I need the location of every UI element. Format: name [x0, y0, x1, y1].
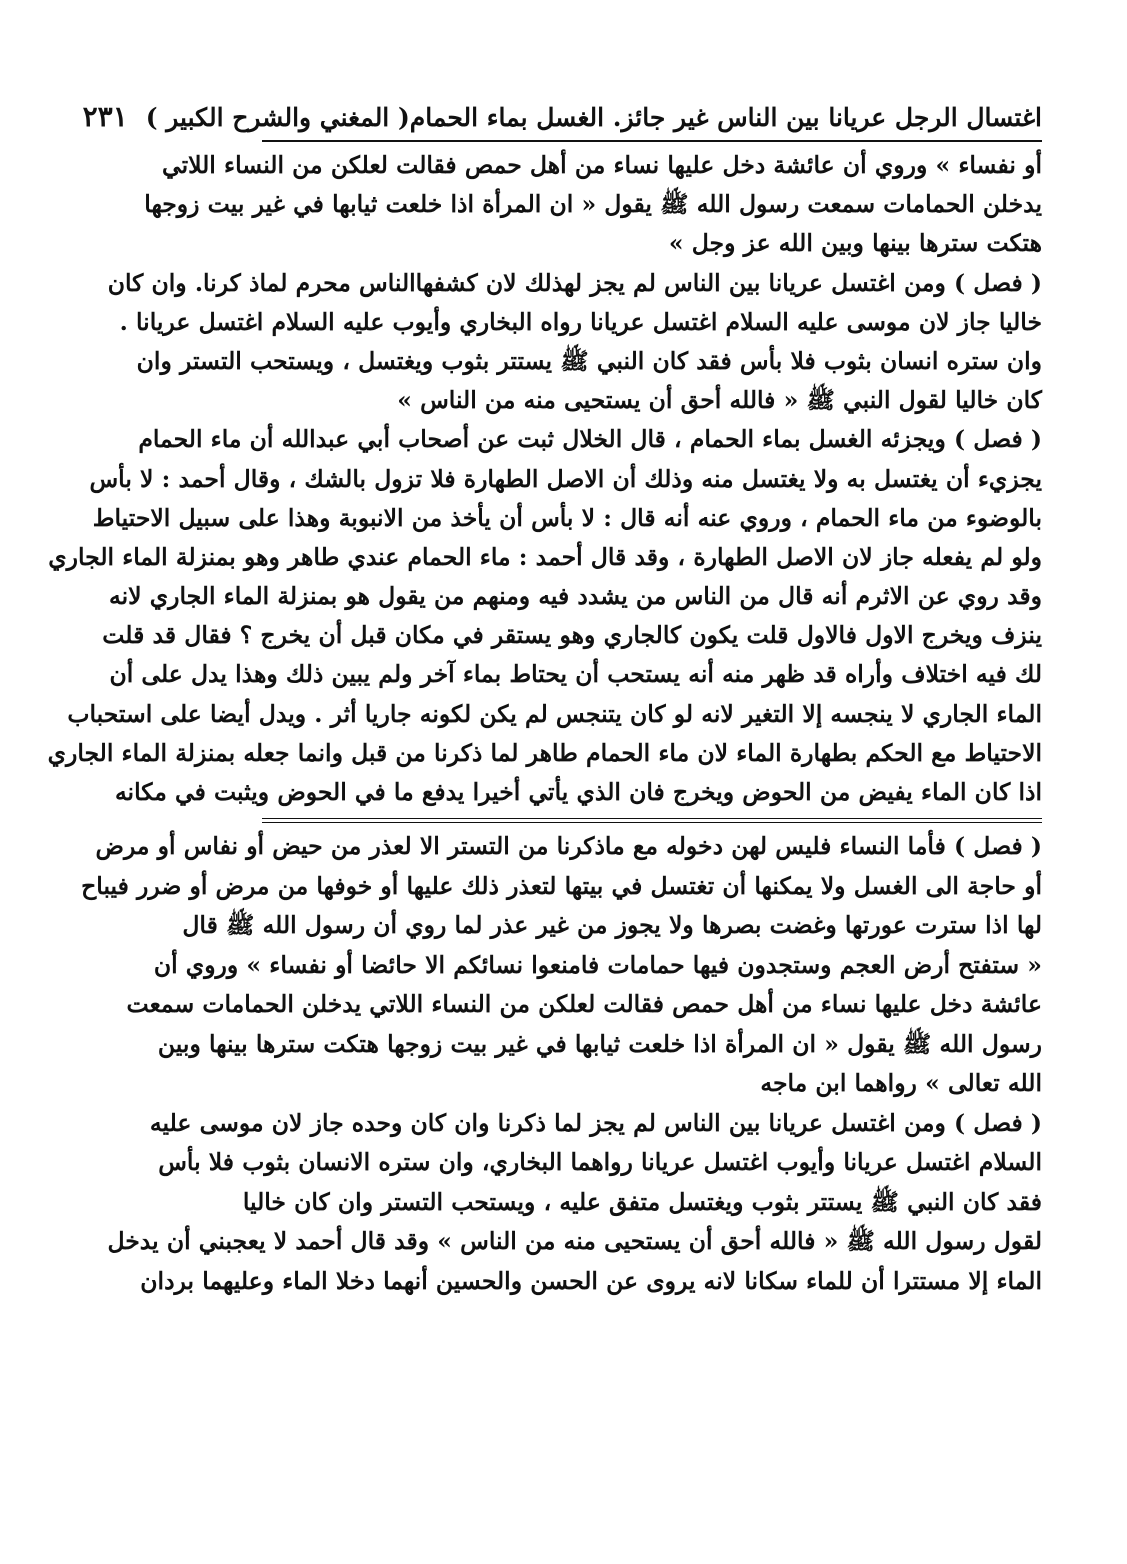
text-line: الاحتياط مع الحكم بطهارة الماء لان ماء الحمام طاهر لما ذكرنا من قبل وانما جعله بمنزلة الماء الجاري — [47, 738, 1042, 767]
text-line: ولو لم يفعله جاز لان الاصل الطهارة ، وقد قال أحمد : ماء الحمام عندي طاهر وهو بمنزلة الماء الجاري — [48, 542, 1042, 571]
running-header — [82, 100, 1042, 136]
text-line: رسول الله ﷺ يقول « ان المرأة اذا خلعت ثيابها في غير بيت زوجها هتكت سترها بينها وبين — [157, 1029, 1042, 1058]
text-line: ( فصل ) فأما النساء فليس لهن دخوله مع ماذكرنا من التستر الا لعذر من حيض أو نفاس أو مرض — [95, 832, 1042, 861]
header-book-title: ( المغني والشرح الكبير ) — [145, 103, 410, 132]
text-line: يدخلن الحمامات سمعت رسول الله ﷺ يقول « ان المرأة اذا خلعت ثيابها في غير بيت زوجها — [144, 190, 1042, 219]
text-line: ينزف ويخرج الاول فالاول قلت يكون كالجاري وهو يستقر في مكان قبل أن يخرج ؟ فقال قد قلت — [102, 621, 1042, 650]
page-number: ٢٣١ — [82, 100, 128, 133]
text-line: لك فيه اختلاف وأراه قد ظهر منه أنه يستحب أن يحتاط بماء آخر ولم يبين ذلك وهذا يدل على أن — [109, 660, 1042, 689]
text-line: فقد كان النبي ﷺ يستتر بثوب ويغتسل متفق عليه ، ويستحب التستر وان كان خاليا — [242, 1187, 1042, 1216]
text-line: عائشة دخل عليها نساء من أهل حمص فقالت لعلكن من النساء اللاتي يدخلن الحمامات سمعت — [126, 990, 1042, 1019]
text-line: وان ستره انسان بثوب فلا بأس فقد كان النبي ﷺ يستتر بثوب ويغتسل ، ويستحب التستر وان — [136, 346, 1042, 375]
text-line: خاليا جاز لان موسى عليه السلام اغتسل عريانا رواه البخاري وأيوب عليه السلام اغتسل عريانا . — [119, 307, 1042, 336]
text-line: أو نفساء » وروي أن عائشة دخل عليها نساء من أهل حمص فقالت لعلكن من النساء اللاتي — [162, 151, 1042, 179]
upper-text-section — [47, 146, 1042, 812]
book-page — [47, 100, 1042, 1301]
text-line: « ستفتح أرض العجم وستجدون فيها حمامات فامنعوا نسائكم الا حائضا أو نفساء » وروي أن — [153, 950, 1042, 979]
header-right-group — [83, 100, 410, 135]
section-divider — [262, 818, 1042, 823]
text-line: كان خاليا لقول النبي ﷺ « فالله أحق أن يستحيى منه من الناس » — [397, 386, 1042, 415]
text-line: يجزيء أن يغتسل به ولا يغتسل منه وذلك أن الاصل الطهارة فلا تزول بالشك ، وقال أحمد : لا بأس — [89, 464, 1042, 493]
divider-rule — [262, 822, 1042, 823]
text-line: وقد روي عن الاثرم أنه قال من الناس من يشدد فيه ومنهم من يقول هو بمنزلة الماء الجاري لانه — [108, 582, 1042, 611]
header-topic: اغتسال الرجل عريانا بين الناس غير جائز. الغسل بماء الحمام — [409, 103, 1042, 132]
text-line: اذا كان الماء يفيض من الحوض ويخرج فان الذي يأتي أخيرا يدفع ما في الحوض ويثبت في مكانه — [114, 778, 1042, 806]
text-line: الماء إلا مستترا أن للماء سكانا لانه يروى عن الحسن والحسين أنهما دخلا الماء وعليهما بردان — [140, 1266, 1042, 1295]
header-rule — [262, 140, 1042, 142]
text-line: لقول رسول الله ﷺ « فالله أحق أن يستحيى منه من الناس » وقد قال أحمد لا يعجبني أن يدخل — [107, 1227, 1042, 1256]
text-line: ( فصل ) ويجزئه الغسل بماء الحمام ، قال الخلال ثبت عن أصحاب أبي عبدالله أن ماء الحمام — [138, 425, 1042, 454]
text-line: السلام اغتسل عريانا وأيوب اغتسل عريانا رواهما البخاري، وان ستره الانسان بثوب فلا بأس — [158, 1148, 1042, 1177]
lower-text-section — [81, 827, 1042, 1301]
text-line: ( فصل ) ومن اغتسل عريانا بين الناس لم يجز لما ذكرنا وان كان وحده جاز لان موسى عليه — [149, 1108, 1042, 1137]
text-line: أو حاجة الى الغسل ولا يمكنها أن تغتسل في بيتها لتعذر ذلك عليها أو خوفها من مرض أو ضرر فيباح — [81, 871, 1042, 900]
text-line: بالوضوء من ماء الحمام ، وروي عنه أنه قال : لا بأس أن يأخذ من الانبوبة وهذا على سبيل الاحتياط — [92, 503, 1042, 532]
text-line: هتكت سترها بينها وبين الله عز وجل » — [668, 229, 1042, 258]
text-line: الله تعالى » رواهما ابن ماجه — [760, 1069, 1042, 1098]
text-line: الماء الجاري لا ينجسه إلا التغير لانه لو كان يتنجس لم يكن لكونه جاريا أثر . ويدل أيضا على استحباب — [67, 699, 1042, 728]
divider-rule — [262, 818, 1042, 819]
text-line: لها اذا سترت عورتها وغضت بصرها ولا يجوز من غير عذر لما روي أن رسول الله ﷺ قال — [182, 911, 1042, 940]
text-line: ( فصل ) ومن اغتسل عريانا بين الناس لم يجز لهذلك لان كشفهاالناس محرم لماذ كرنا. وان كان — [107, 268, 1042, 297]
